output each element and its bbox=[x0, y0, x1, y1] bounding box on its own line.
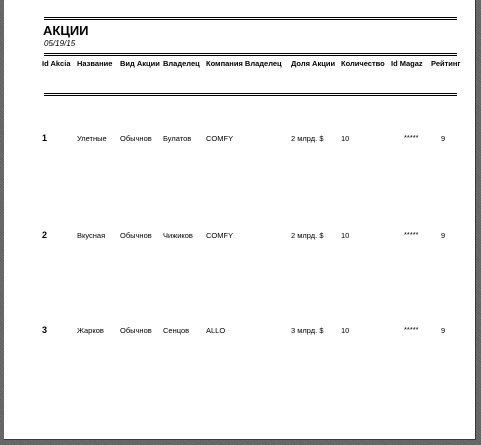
row-1-company: COMFY bbox=[206, 134, 234, 143]
column-header-type: Вид Акции bbox=[120, 59, 160, 68]
row-3-rating: 9 bbox=[441, 326, 446, 335]
column-header-id-akcia: Id Akcia bbox=[42, 59, 71, 68]
column-header-quantity: Количество bbox=[341, 59, 385, 68]
row-3-company: ALLO bbox=[206, 326, 226, 335]
top-double-rule bbox=[44, 17, 457, 20]
row-2-company: COMFY bbox=[206, 231, 234, 240]
row-3-id: 3 bbox=[42, 325, 48, 335]
row-1-owner: Булатов bbox=[163, 134, 192, 143]
row-3-quantity: 10 bbox=[341, 326, 350, 335]
column-header-name: Название bbox=[77, 59, 113, 68]
row-3-share: 3 млрд. $ bbox=[291, 326, 324, 335]
row-1-id-magaz: ***** bbox=[404, 133, 419, 142]
row-1-id: 1 bbox=[42, 133, 48, 143]
row-3-id-magaz: ***** bbox=[404, 325, 419, 334]
row-2-id: 2 bbox=[42, 230, 48, 240]
row-2-owner: Чижиков bbox=[163, 231, 193, 240]
row-3-type: Обычнов bbox=[120, 326, 152, 335]
row-1-quantity: 10 bbox=[341, 134, 350, 143]
row-2-id-magaz: ***** bbox=[404, 230, 419, 239]
row-2-quantity: 10 bbox=[341, 231, 350, 240]
row-2-rating: 9 bbox=[441, 231, 446, 240]
report-date: 05/19/15 bbox=[44, 39, 76, 48]
row-2-type: Обычнов bbox=[120, 231, 152, 240]
header-top-rule bbox=[44, 53, 457, 56]
header-bottom-rule bbox=[44, 93, 457, 96]
row-3-name: Жарков bbox=[77, 326, 104, 335]
column-header-company: Компания Владелец bbox=[206, 59, 282, 68]
column-header-id-magaz: Id Magaz bbox=[391, 59, 423, 68]
row-1-share: 2 млрд. $ bbox=[291, 134, 324, 143]
column-header-share: Доля Акции bbox=[291, 59, 336, 68]
report-page bbox=[4, 0, 476, 440]
row-1-rating: 9 bbox=[441, 134, 446, 143]
row-3-owner: Сенцов bbox=[163, 326, 190, 335]
report-title: АКЦИИ bbox=[43, 23, 89, 38]
column-header-owner: Владелец bbox=[163, 59, 200, 68]
row-2-name: Вкусная bbox=[77, 231, 106, 240]
row-2-share: 2 млрд. $ bbox=[291, 231, 324, 240]
row-1-name: Улетные bbox=[77, 134, 107, 143]
row-1-type: Обычнов bbox=[120, 134, 152, 143]
column-header-rating: Рейтинг bbox=[431, 59, 461, 68]
